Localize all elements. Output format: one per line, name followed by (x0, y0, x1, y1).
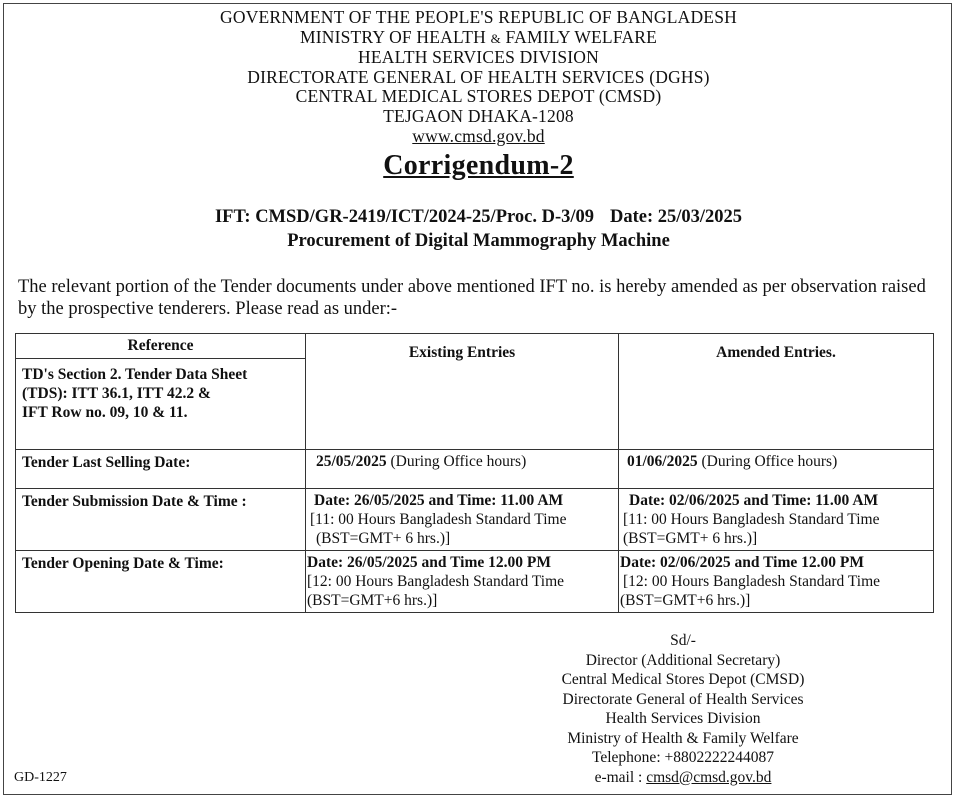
depot-line: CENTRAL MEDICAL STORES DEPOT (CMSD) (295, 86, 662, 107)
table-row (16, 450, 934, 489)
amended-time-zone: (BST=GMT+ 6 hrs.)] (623, 530, 758, 547)
existing-time-note: [11: 00 Hours Bangladesh Standard Time (310, 511, 567, 528)
ministry-line-a: MINISTRY OF HEALTH (299, 26, 491, 47)
ift-number: IFT: CMSD/GR-2419/ICT/2024-25/Proc. D-3/09 (214, 207, 594, 227)
existing-time-zone: (BST=GMT+6 hrs.)] (307, 592, 438, 609)
row-label: Tender Opening Date & Time: (16, 551, 306, 613)
amendment-table (15, 333, 934, 613)
table-header-row (16, 334, 934, 450)
table-row (16, 489, 934, 551)
amended-cell (619, 489, 934, 551)
existing-cell (306, 551, 619, 613)
existing-note: (During Office hours) (386, 453, 527, 470)
intro-paragraph: The relevant portion of the Tender documents under above mentioned IFT no. is hereby amended as per observation raised by the prospective tenderers. Please read as under:- (18, 277, 926, 319)
existing-datetime: Date: 26/05/2025 and Time 12.00 PM (307, 554, 551, 571)
existing-datetime: Date: 26/05/2025 and Time: 11.00 AM (314, 492, 564, 509)
reference-header: Reference (16, 334, 305, 359)
ministry-amp: & (490, 30, 501, 46)
amended-time-note: [12: 00 Hours Bangladesh Standard Time (623, 573, 881, 590)
ift-line (0, 205, 957, 229)
ift-block (0, 205, 957, 253)
document-title: Corrigendum-2 (383, 150, 574, 181)
existing-cell (306, 489, 619, 551)
amended-header-text: Amended Entries. (716, 343, 836, 361)
existing-header-text: Existing Entries (408, 343, 516, 361)
row-label: Tender Submission Date & Time : (16, 489, 306, 551)
email-link[interactable]: cmsd@cmsd.gov.bd (646, 768, 772, 786)
amended-datetime: Date: 02/06/2025 and Time 12.00 PM (620, 554, 864, 571)
ministry-line (0, 28, 957, 49)
ift-date: Date: 25/03/2025 (610, 207, 743, 227)
amended-cell (619, 450, 934, 489)
directorate-line: DIRECTORATE GENERAL OF HEALTH SERVICES (DGHS) (247, 66, 710, 87)
sd-mark: Sd/- (670, 632, 696, 649)
amended-date: 01/06/2025 (627, 453, 698, 470)
existing-time-note: [12: 00 Hours Bangladesh Standard Time (307, 573, 565, 590)
reference-cell (16, 334, 306, 450)
amended-entries-header (619, 334, 934, 450)
table-row (16, 551, 934, 613)
signatory-division: Health Services Division (605, 710, 761, 727)
reference-body (16, 359, 305, 426)
division-line: HEALTH SERVICES DIVISION (358, 47, 599, 68)
existing-date: 25/05/2025 (316, 453, 387, 470)
address-line: TEJGAON DHAKA-1208 (383, 105, 574, 126)
signatory-office: Central Medical Stores Depot (CMSD) (561, 671, 805, 688)
amended-note: (During Office hours) (697, 453, 838, 470)
footer-code: GD-1227 (14, 770, 67, 785)
amended-datetime: Date: 02/06/2025 and Time: 11.00 AM (629, 492, 879, 509)
signature-block (500, 631, 866, 787)
ministry-line-b: FAMILY WELFARE (500, 26, 658, 47)
signatory-designation: Director (Additional Secretary) (585, 651, 781, 669)
existing-time-zone: (BST=GMT+ 6 hrs.)] (316, 530, 451, 547)
website-link[interactable]: www.cmsd.gov.bd (412, 125, 545, 146)
signatory-email-line (500, 768, 866, 788)
existing-cell (306, 450, 619, 489)
reference-line: TD's Section 2. Tender Data Sheet (22, 366, 248, 383)
govt-line: GOVERNMENT OF THE PEOPLE'S REPUBLIC OF BANGLADESH (220, 7, 737, 27)
row-label: Tender Last Selling Date: (16, 450, 306, 489)
email-label: e-mail : (594, 768, 647, 786)
amended-time-zone: (BST=GMT+6 hrs.)] (620, 592, 751, 609)
reference-line: (TDS): ITT 36.1, ITT 42.2 & (22, 385, 211, 402)
signatory-ministry: Ministry of Health & Family Welfare (567, 729, 799, 747)
signatory-directorate: Directorate General of Health Services (562, 690, 804, 708)
amended-cell (619, 551, 934, 613)
existing-entries-header (306, 334, 619, 450)
ift-subject: Procurement of Digital Mammography Machine (287, 231, 670, 251)
reference-line: IFT Row no. 09, 10 & 11. (22, 404, 188, 421)
signatory-telephone: Telephone: +8802222244087 (591, 749, 774, 766)
letterhead (0, 8, 957, 146)
amended-time-note: [11: 00 Hours Bangladesh Standard Time (623, 511, 880, 528)
